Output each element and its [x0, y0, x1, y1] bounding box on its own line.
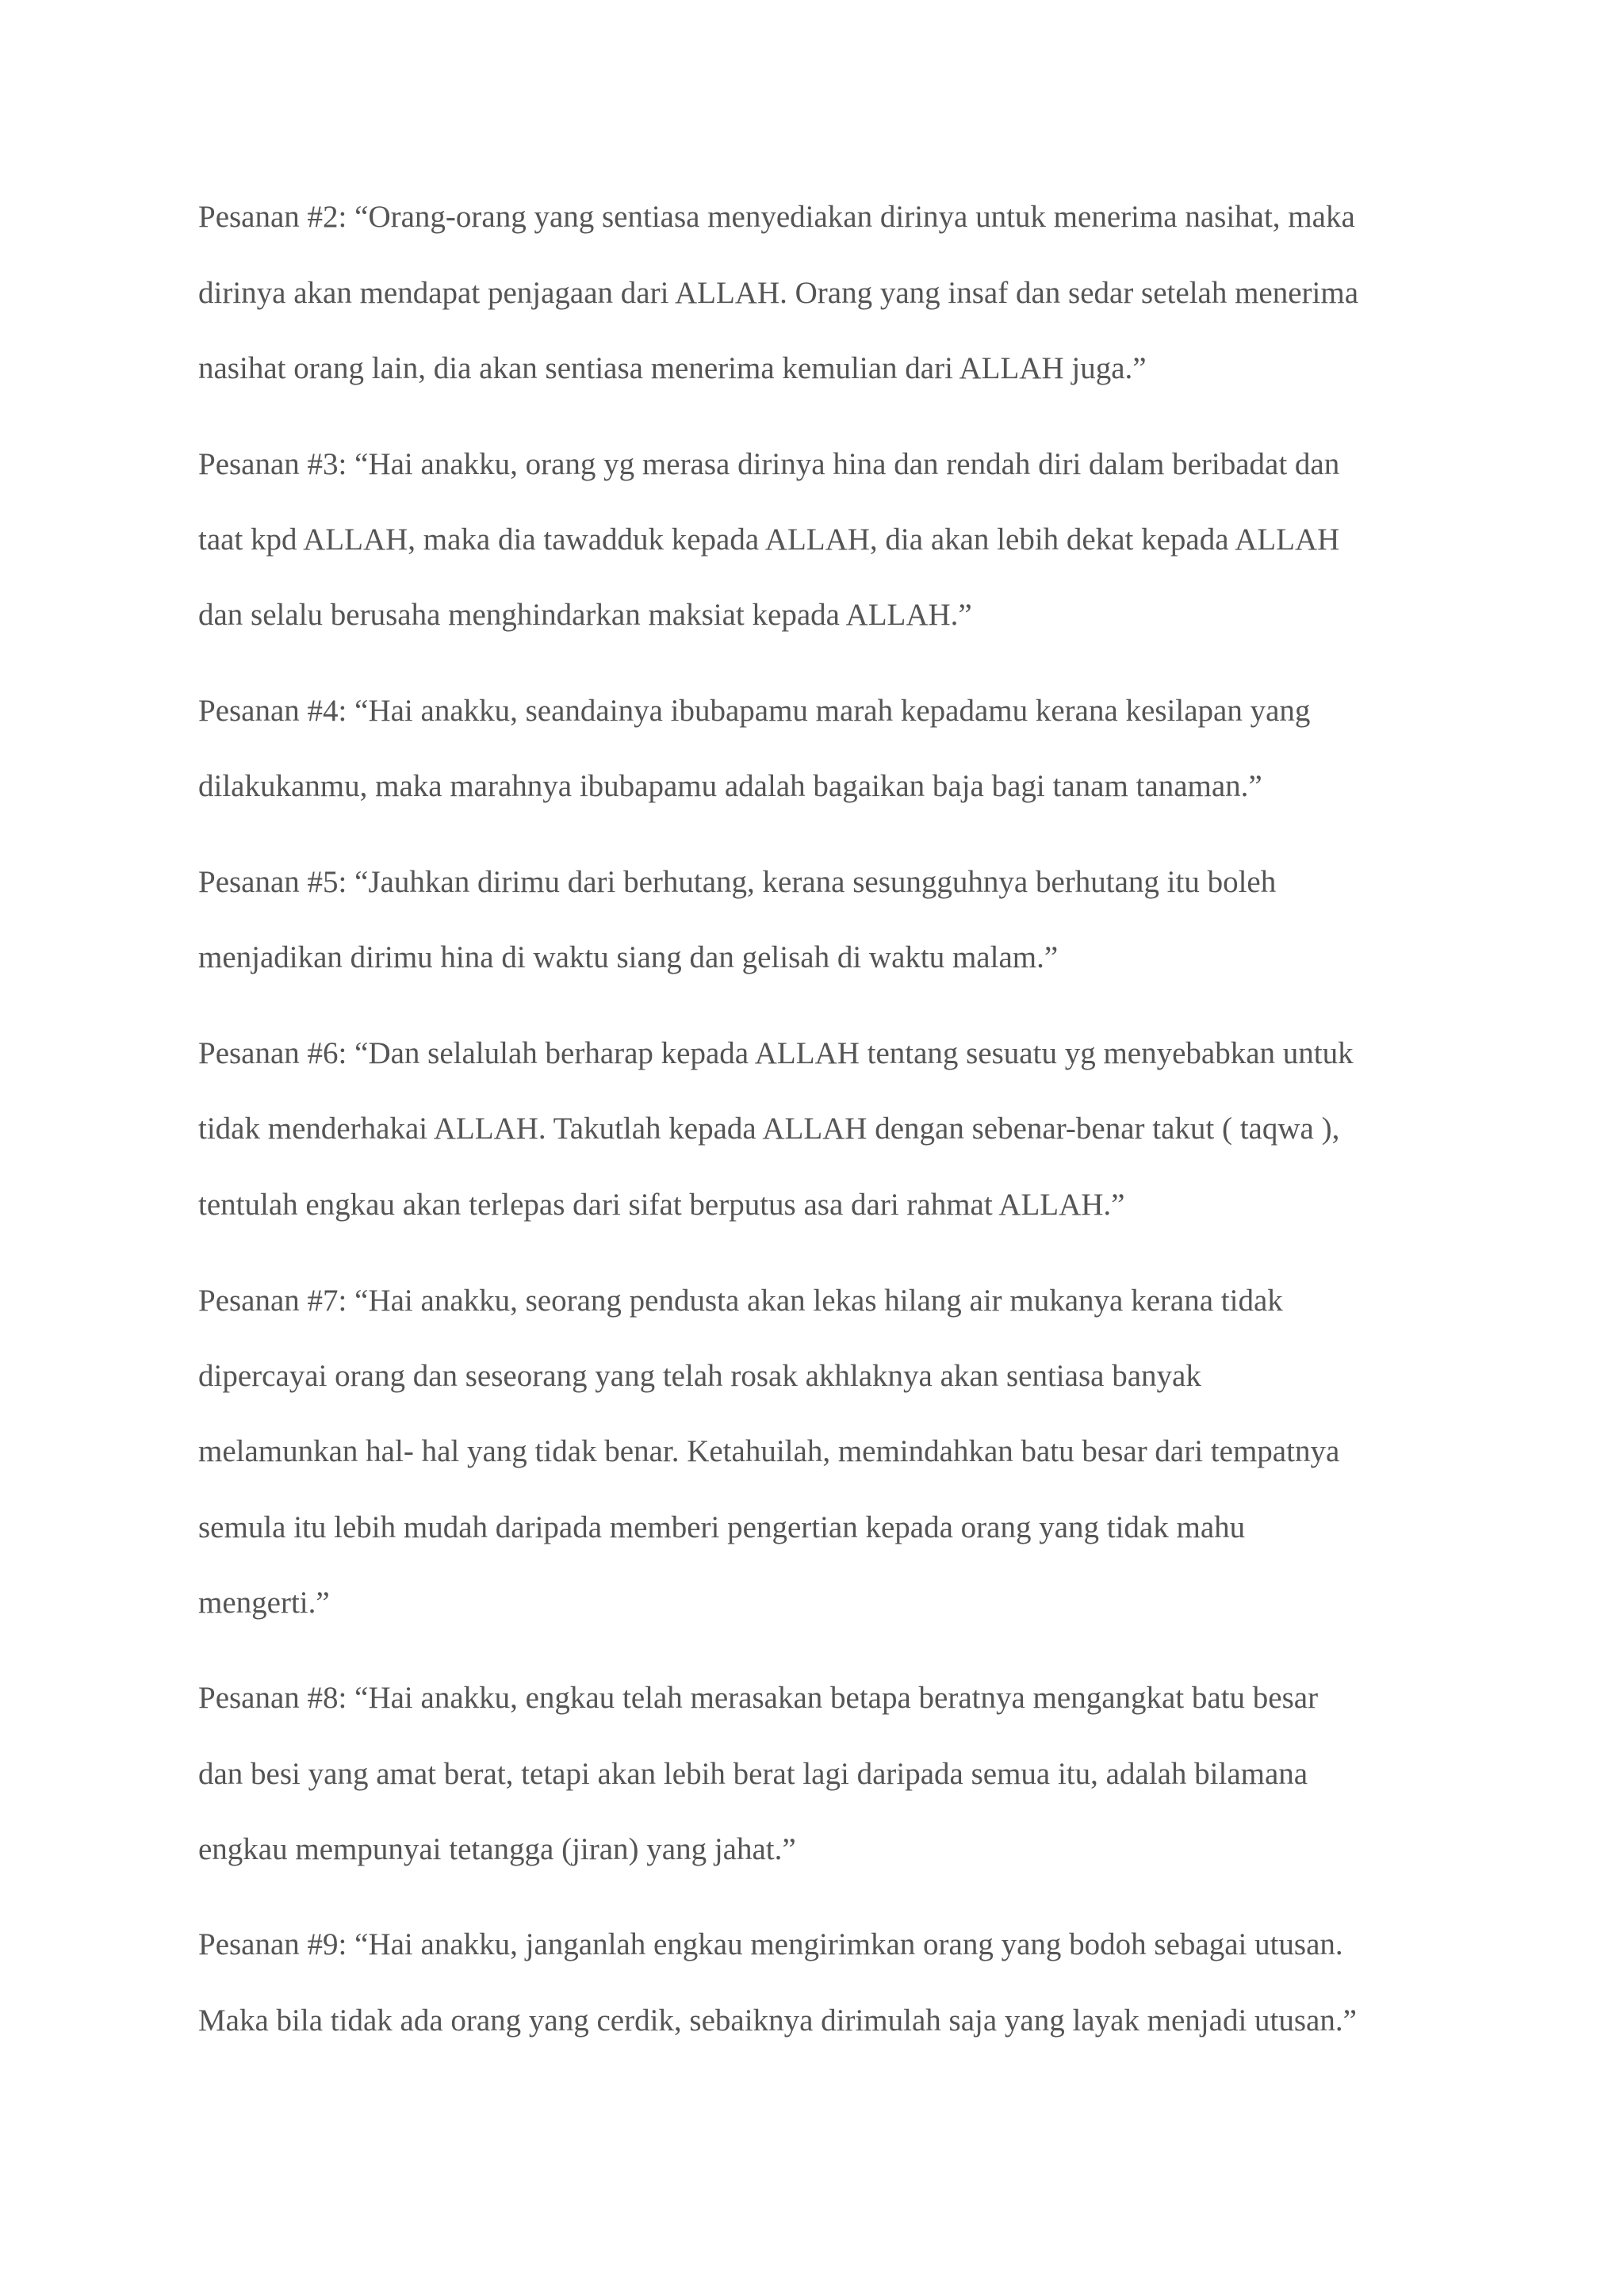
- paragraph-pesanan-5-line-2: menjadikan dirimu hina di waktu siang dan gelisah di waktu malam.”: [198, 940, 1059, 974]
- paragraph-pesanan-5-line-1: Pesanan #5: “Jauhkan dirimu dari berhutang, kerana sesungguhnya berhutang itu boleh: [198, 865, 1277, 899]
- paragraph-pesanan-4-line-2: dilakukanmu, maka marahnya ibubapamu adalah bagaikan baja bagi tanam tanaman.”: [198, 769, 1262, 803]
- paragraph-pesanan-7-line-3: melamunkan hal- hal yang tidak benar. Ketahuilah, memindahkan batu besar dari tempatnya: [198, 1434, 1340, 1468]
- paragraph-pesanan-8-line-3: engkau mempunyai tetangga (jiran) yang jahat.”: [198, 1832, 796, 1866]
- paragraph-pesanan-3-line-2: taat kpd ALLAH, maka dia tawadduk kepada ALLAH, dia akan lebih dekat kepada ALLAH: [198, 522, 1340, 557]
- paragraph-pesanan-7-line-1: Pesanan #7: “Hai anakku, seorang pendusta akan lekas hilang air mukanya kerana tidak: [198, 1284, 1283, 1318]
- paragraph-pesanan-2-line-3: nasihat orang lain, dia akan sentiasa menerima kemulian dari ALLAH juga.”: [198, 351, 1147, 385]
- paragraph-pesanan-3-line-1: Pesanan #3: “Hai anakku, orang yg merasa dirinya hina dan rendah diri dalam beribadat dan: [198, 447, 1340, 481]
- paragraph-pesanan-6-line-1: Pesanan #6: “Dan selalulah berharap kepada ALLAH tentang sesuatu yg menyebabkan untuk: [198, 1036, 1354, 1070]
- paragraph-pesanan-8-line-2: dan besi yang amat berat, tetapi akan lebih berat lagi daripada semua itu, adalah bilamana: [198, 1757, 1308, 1791]
- paragraph-pesanan-6-line-2: tidak menderhakai ALLAH. Takutlah kepada ALLAH dengan sebenar-benar takut ( taqwa ),: [198, 1112, 1340, 1146]
- paragraph-pesanan-8-line-1: Pesanan #8: “Hai anakku, engkau telah merasakan betapa beratnya mengangkat batu besar: [198, 1681, 1319, 1715]
- paragraph-pesanan-2-line-1: Pesanan #2: “Orang-orang yang sentiasa menyediakan dirinya untuk menerima nasihat, maka: [198, 200, 1355, 234]
- paragraph-pesanan-9-line-1: Pesanan #9: “Hai anakku, janganlah engkau mengirimkan orang yang bodoh sebagai utusan.: [198, 1927, 1343, 1961]
- paragraph-pesanan-7-line-5: mengerti.”: [198, 1586, 330, 1620]
- paragraph-pesanan-7-line-4: semula itu lebih mudah daripada memberi pengertian kepada orang yang tidak mahu: [198, 1510, 1246, 1544]
- paragraph-pesanan-4-line-1: Pesanan #4: “Hai anakku, seandainya ibubapamu marah kepadamu kerana kesilapan yang: [198, 694, 1311, 728]
- paragraph-pesanan-3-line-3: dan selalu berusaha menghindarkan maksiat kepada ALLAH.”: [198, 598, 972, 632]
- paragraph-pesanan-7-line-2: dipercayai orang dan seseorang yang telah rosak akhlaknya akan sentiasa banyak: [198, 1359, 1201, 1393]
- paragraph-pesanan-2-line-2: dirinya akan mendapat penjagaan dari ALLAH. Orang yang insaf dan sedar setelah menerima: [198, 276, 1359, 310]
- paragraph-pesanan-9-line-2: Maka bila tidak ada orang yang cerdik, sebaiknya dirimulah saja yang layak menjadi utusan.”: [198, 2003, 1357, 2038]
- paragraph-pesanan-6-line-3: tentulah engkau akan terlepas dari sifat berputus asa dari rahmat ALLAH.”: [198, 1188, 1125, 1222]
